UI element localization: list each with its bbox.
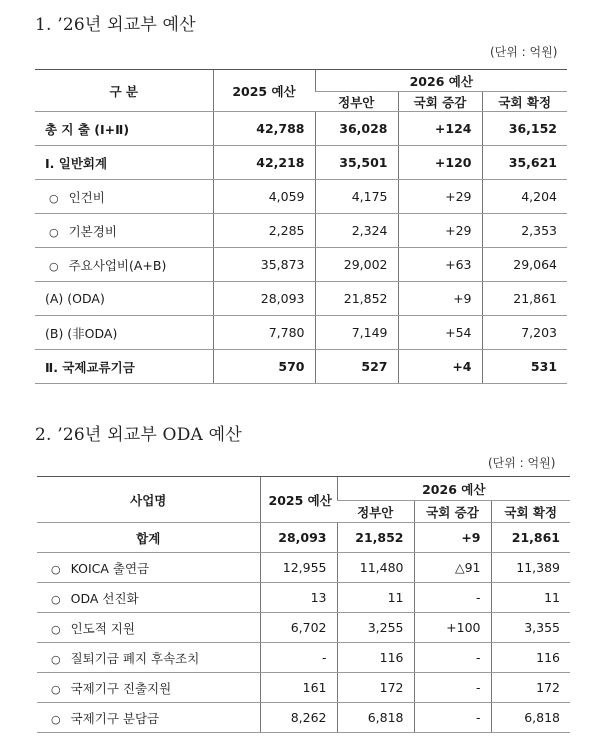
circle-bullet-icon: ○	[51, 592, 61, 606]
header-budget-2025: 2025 예산	[260, 477, 337, 523]
row-label-text: 국제기구 진출지원	[70, 680, 172, 696]
value-assembly-change: -	[414, 583, 491, 613]
row-label-text: 합계	[136, 530, 161, 546]
value-gov-proposal: 2,324	[315, 214, 398, 248]
row-label	[37, 703, 260, 733]
value-assembly-final: 6,818	[491, 703, 570, 733]
row-label-text: 총 지 출 (Ⅰ+Ⅱ)	[45, 121, 130, 137]
value-gov-proposal: 527	[315, 350, 398, 384]
value-gov-proposal: 11	[337, 583, 414, 613]
value-assembly-final: 172	[491, 673, 570, 703]
value-gov-proposal: 35,501	[315, 146, 398, 180]
value-assembly-final: 21,861	[482, 282, 567, 316]
circle-bullet-icon: ○	[49, 191, 59, 205]
row-label-text: 국제기구 분담금	[70, 710, 160, 726]
value-assembly-change: -	[414, 643, 491, 673]
table-row	[37, 523, 570, 553]
header-gov-proposal: 정부안	[315, 92, 398, 112]
row-label-text: ODA 선진화	[70, 590, 139, 606]
value-assembly-change: +100	[414, 613, 491, 643]
circle-bullet-icon: ○	[51, 562, 61, 576]
value-2025: 42,788	[213, 112, 315, 146]
row-label-text: 인도적 지원	[70, 620, 135, 636]
row-label	[37, 523, 260, 553]
table-row	[35, 248, 567, 282]
value-2025: 13	[260, 583, 337, 613]
row-label	[37, 553, 260, 583]
value-assembly-final: 29,064	[482, 248, 567, 282]
table-row	[35, 180, 567, 214]
table-row	[35, 350, 567, 384]
value-assembly-final: 3,355	[491, 613, 570, 643]
value-assembly-final: 11,389	[491, 553, 570, 583]
circle-bullet-icon: ○	[49, 225, 59, 239]
value-assembly-final: 36,152	[482, 112, 567, 146]
value-assembly-change: -	[414, 673, 491, 703]
value-2025: 28,093	[213, 282, 315, 316]
row-label	[35, 282, 213, 316]
circle-bullet-icon: ○	[49, 259, 59, 273]
circle-bullet-icon: ○	[51, 682, 61, 696]
header-budget-2025: 2025 예산	[213, 70, 315, 112]
circle-bullet-icon: ○	[51, 652, 61, 666]
circle-bullet-icon: ○	[51, 622, 61, 636]
header-assembly-final: 국회 확정	[482, 92, 567, 112]
table-row	[35, 214, 567, 248]
table-row	[35, 146, 567, 180]
row-label-text: Ⅱ. 국제교류기금	[45, 359, 135, 375]
row-label-text: 기본경비	[68, 223, 117, 239]
value-assembly-final: 531	[482, 350, 567, 384]
header-gov-proposal: 정부안	[337, 501, 414, 523]
table-row	[35, 282, 567, 316]
row-label	[35, 316, 213, 350]
header-assembly-final: 국회 확정	[491, 501, 570, 523]
value-assembly-change: △91	[414, 553, 491, 583]
value-2025: 570	[213, 350, 315, 384]
value-gov-proposal: 36,028	[315, 112, 398, 146]
row-label	[35, 248, 213, 282]
row-label-text: KOICA 출연금	[70, 560, 150, 576]
value-2025: 8,262	[260, 703, 337, 733]
value-assembly-change: +63	[398, 248, 482, 282]
value-gov-proposal: 11,480	[337, 553, 414, 583]
value-2025: 6,702	[260, 613, 337, 643]
row-label	[35, 350, 213, 384]
value-assembly-final: 2,353	[482, 214, 567, 248]
oda-budget-table	[37, 476, 570, 733]
value-assembly-final: 21,861	[491, 523, 570, 553]
value-assembly-final: 4,204	[482, 180, 567, 214]
value-gov-proposal: 4,175	[315, 180, 398, 214]
value-gov-proposal: 29,002	[315, 248, 398, 282]
value-assembly-change: +120	[398, 146, 482, 180]
value-assembly-change: +9	[398, 282, 482, 316]
value-gov-proposal: 21,852	[315, 282, 398, 316]
value-assembly-change: +54	[398, 316, 482, 350]
row-label	[35, 146, 213, 180]
table-row	[35, 316, 567, 350]
value-gov-proposal: 7,149	[315, 316, 398, 350]
row-label-text: (A) (ODA)	[45, 291, 105, 306]
table-row	[37, 553, 570, 583]
header-budget-2026: 2026 예산	[315, 70, 567, 92]
value-2025: 161	[260, 673, 337, 703]
section-2-unit-note: (단위 : 억원)	[488, 456, 556, 470]
table-row	[37, 673, 570, 703]
value-gov-proposal: 3,255	[337, 613, 414, 643]
row-label-text: 인건비	[68, 189, 105, 205]
table-row	[37, 613, 570, 643]
row-label-text: 질퇴기금 폐지 후속조치	[70, 650, 200, 666]
value-2025: 42,218	[213, 146, 315, 180]
value-2025: 7,780	[213, 316, 315, 350]
value-assembly-change: +124	[398, 112, 482, 146]
value-assembly-change: +29	[398, 180, 482, 214]
section-1-unit-note: (단위 : 억원)	[490, 45, 558, 59]
value-assembly-final: 7,203	[482, 316, 567, 350]
row-label	[35, 180, 213, 214]
value-assembly-final: 35,621	[482, 146, 567, 180]
value-assembly-change: +4	[398, 350, 482, 384]
row-label-text: Ⅰ. 일반회계	[45, 155, 108, 171]
row-label	[37, 643, 260, 673]
value-assembly-final: 11	[491, 583, 570, 613]
value-gov-proposal: 6,818	[337, 703, 414, 733]
row-label	[37, 583, 260, 613]
table-row	[37, 643, 570, 673]
value-assembly-final: 116	[491, 643, 570, 673]
mofa-budget-table	[35, 69, 567, 384]
value-assembly-change: +29	[398, 214, 482, 248]
header-budget-2026: 2026 예산	[337, 477, 570, 501]
section-2-title: 2. ’26년 외교부 ODA 예산	[35, 425, 242, 445]
value-2025: 35,873	[213, 248, 315, 282]
value-assembly-change: -	[414, 703, 491, 733]
table-row	[35, 112, 567, 146]
value-2025: 12,955	[260, 553, 337, 583]
row-label-text: (B) (非ODA)	[45, 325, 118, 341]
circle-bullet-icon: ○	[51, 712, 61, 726]
row-label	[35, 214, 213, 248]
value-assembly-change: +9	[414, 523, 491, 553]
value-gov-proposal: 172	[337, 673, 414, 703]
header-assembly-change: 국회 증감	[414, 501, 491, 523]
header-project: 사업명	[37, 477, 260, 523]
header-assembly-change: 국회 증감	[398, 92, 482, 112]
table-row	[37, 703, 570, 733]
row-label	[37, 673, 260, 703]
section-1-title: 1. ’26년 외교부 예산	[35, 15, 196, 35]
row-label	[35, 112, 213, 146]
header-category: 구 분	[35, 70, 213, 112]
table-row	[37, 583, 570, 613]
value-2025: -	[260, 643, 337, 673]
value-gov-proposal: 21,852	[337, 523, 414, 553]
row-label-text: 주요사업비(A+B)	[68, 257, 167, 273]
value-2025: 28,093	[260, 523, 337, 553]
value-gov-proposal: 116	[337, 643, 414, 673]
value-2025: 2,285	[213, 214, 315, 248]
row-label	[37, 613, 260, 643]
value-2025: 4,059	[213, 180, 315, 214]
